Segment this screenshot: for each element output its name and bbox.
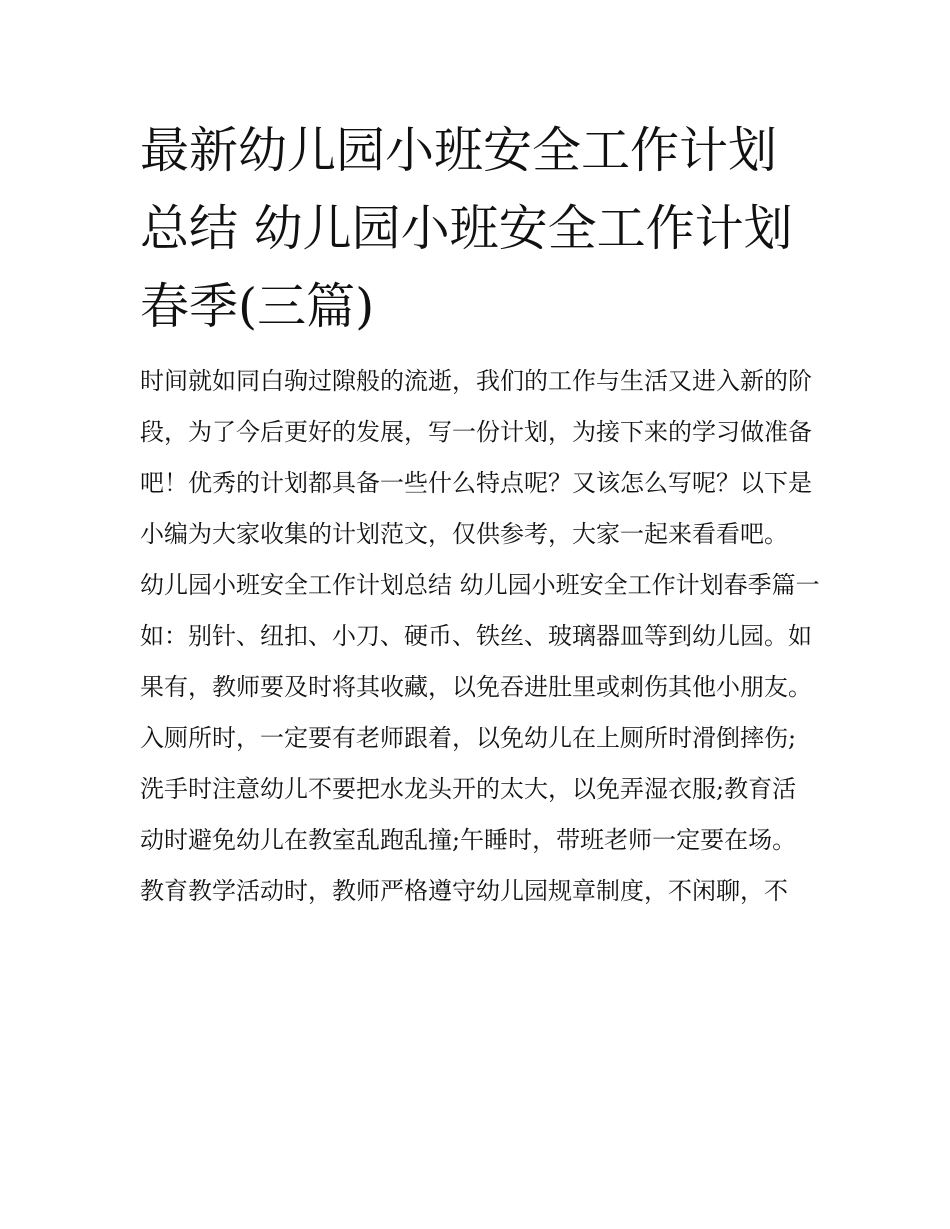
document-body — [140, 356, 820, 917]
body-paragraph: 教育教学活动时，教师严格遵守幼儿园规章制度，不闲聊，不 — [140, 877, 788, 905]
body-paragraph: 入厕所时，一定要有老师跟着，以免幼儿在上厕所时滑倒摔伤;洗手时注意幼儿不要把水龙头开的太大，以免弄湿衣服;教育活动时避免幼儿在教室乱跑乱撞;午睡时，带班老师一定要在场。 — [140, 724, 797, 854]
intro-paragraph: 时间就如同白驹过隙般的流逝，我们的工作与生活又进入新的阶段，为了今后更好的发展，写一份计划，为接下来的学习做准备吧！优秀的计划都具备一些什么特点呢？又该怎么写呢？以下是小编为大家收集的计划范文，仅供参考，大家一起来看看吧。 — [140, 367, 812, 548]
document-title: 最新幼儿园小班安全工作计划总结 幼儿园小班安全工作计划春季(三篇) — [140, 122, 793, 335]
body-paragraph: 如：别针、纽扣、小刀、硬币、铁丝、玻璃器皿等到幼儿园。如果有，教师要及时将其收藏，以免吞进肚里或刺伤其他小朋友。 — [140, 622, 812, 701]
section-heading: 幼儿园小班安全工作计划总结 幼儿园小班安全工作计划春季篇一 — [140, 571, 820, 599]
